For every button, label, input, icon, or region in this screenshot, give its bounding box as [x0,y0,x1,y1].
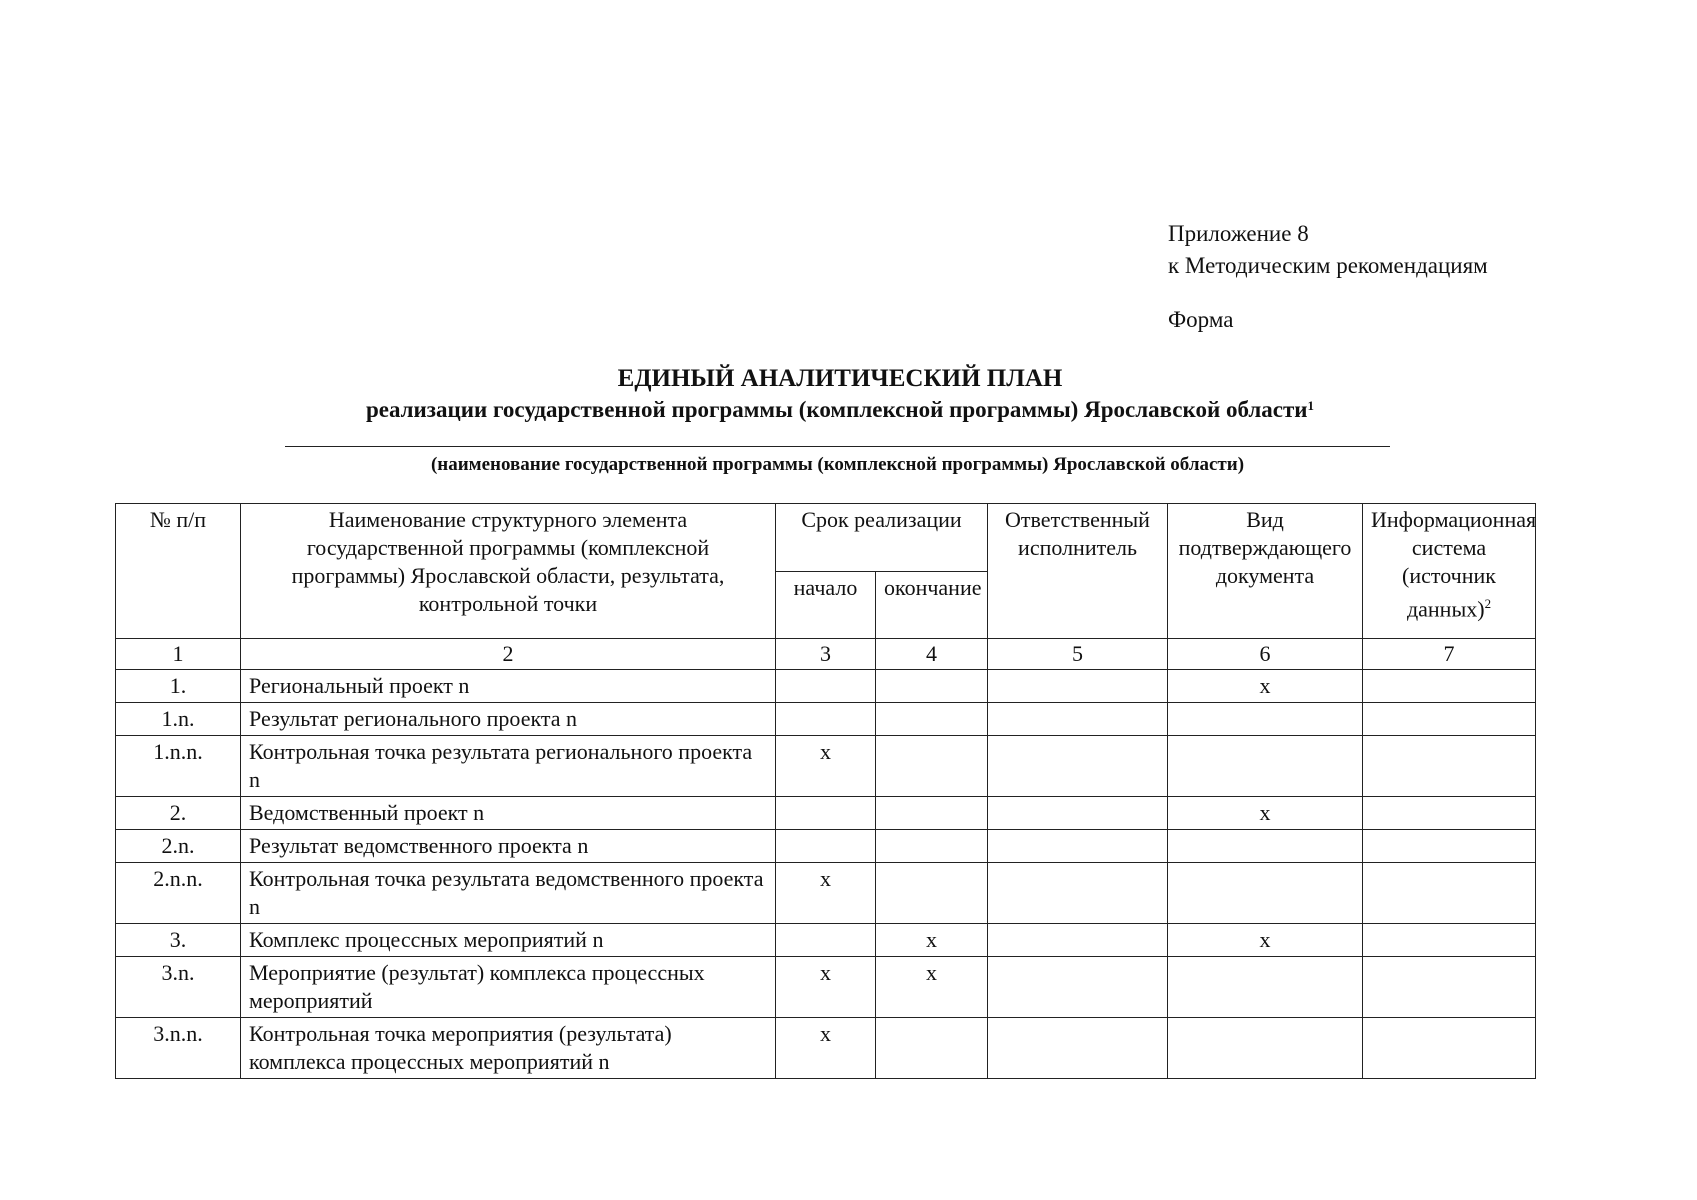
row-responsible [988,797,1168,830]
row-name: Результат регионального проекта n [241,703,776,736]
table-row [116,830,1536,863]
footnote-marker-2: 2 [1484,596,1492,611]
row-name: Контрольная точка результата ведомственного проекта n [241,863,776,924]
row-info-system [1363,957,1536,1018]
row-start-mark: x [776,957,876,1018]
row-info-system [1363,703,1536,736]
row-number: 2.n.n. [116,863,241,924]
document-title [200,363,1480,425]
table-row [116,736,1536,797]
row-start-mark [776,670,876,703]
table-row [116,957,1536,1018]
row-start-mark [776,924,876,957]
row-end-mark [876,1018,988,1079]
header-doc-type: Вид подтверждающего документа [1168,504,1363,639]
column-number: 4 [876,639,988,670]
header-end: окончание [876,571,988,639]
row-responsible [988,863,1168,924]
table-row [116,670,1536,703]
row-responsible [988,703,1168,736]
row-end-mark [876,736,988,797]
row-responsible [988,736,1168,797]
header-num: № п/п [116,504,241,639]
footnote-marker-1: 1 [1307,398,1315,413]
row-end-mark: x [876,924,988,957]
plan-table [115,503,1536,1079]
row-info-system [1363,797,1536,830]
header-info-system [1363,504,1536,639]
row-start-mark: x [776,1018,876,1079]
row-end-mark [876,830,988,863]
row-start-mark [776,797,876,830]
row-number: 2.n. [116,830,241,863]
row-end-mark: x [876,957,988,1018]
row-name: Региональный проект n [241,670,776,703]
row-doc-mark [1168,957,1363,1018]
table-row [116,863,1536,924]
column-number: 7 [1363,639,1536,670]
form-label: Форма [1168,307,1234,332]
row-info-system [1363,863,1536,924]
header-info-system-text: Информационная система (источник данных) [1371,507,1537,622]
row-info-system [1363,736,1536,797]
row-info-system [1363,1018,1536,1079]
row-doc-mark [1168,830,1363,863]
row-responsible [988,924,1168,957]
column-number: 3 [776,639,876,670]
row-doc-mark [1168,703,1363,736]
row-number: 1.n. [116,703,241,736]
program-name-caption: (наименование государственной программы (комплексной программы) Ярославской области) [430,454,1245,475]
appendix-line-2: к Методическим рекомендациям [1168,253,1488,278]
table-row [116,797,1536,830]
title-main: ЕДИНЫЙ АНАЛИТИЧЕСКИЙ ПЛАН [617,365,1063,392]
header-name: Наименование структурного элемента государственной программы (комплексной программы) Ярославской области, результата, контрольной точки [241,504,776,639]
row-name: Ведомственный проект n [241,797,776,830]
row-number: 3.n.n. [116,1018,241,1079]
row-responsible [988,830,1168,863]
row-end-mark [876,863,988,924]
column-number: 5 [988,639,1168,670]
title-subtitle-text: реализации государственной программы (комплексной программы) Ярославской области [365,397,1308,422]
table-row [116,924,1536,957]
row-doc-mark [1168,736,1363,797]
row-end-mark [876,797,988,830]
row-name: Комплекс процессных мероприятий n [241,924,776,957]
row-number: 2. [116,797,241,830]
title-subtitle [200,395,1480,425]
program-name-line [285,446,1390,447]
row-doc-mark [1168,863,1363,924]
row-start-mark: x [776,863,876,924]
row-doc-mark [1168,1018,1363,1079]
row-info-system [1363,670,1536,703]
row-responsible [988,957,1168,1018]
row-responsible [988,1018,1168,1079]
row-number: 3.n. [116,957,241,1018]
row-start-mark [776,703,876,736]
header-term: Срок реализации [776,504,988,572]
column-number: 2 [241,639,776,670]
column-number: 6 [1168,639,1363,670]
row-number: 3. [116,924,241,957]
row-number: 1.n.n. [116,736,241,797]
row-end-mark [876,670,988,703]
row-info-system [1363,830,1536,863]
table-row [116,703,1536,736]
appendix-line-1: Приложение 8 [1168,221,1309,246]
header-responsible: Ответственный исполнитель [988,504,1168,639]
row-doc-mark: x [1168,924,1363,957]
row-doc-mark: x [1168,797,1363,830]
row-doc-mark: x [1168,670,1363,703]
appendix-note [1168,218,1488,336]
header-start: начало [776,571,876,639]
row-end-mark [876,703,988,736]
row-responsible [988,670,1168,703]
row-start-mark: x [776,736,876,797]
row-name: Контрольная точка мероприятия (результата) комплекса процессных мероприятий n [241,1018,776,1079]
row-name: Результат ведомственного проекта n [241,830,776,863]
column-number: 1 [116,639,241,670]
row-name: Контрольная точка результата регионального проекта n [241,736,776,797]
row-name: Мероприятие (результат) комплекса процессных мероприятий [241,957,776,1018]
row-number: 1. [116,670,241,703]
column-numbers-row [116,639,1536,670]
row-info-system [1363,924,1536,957]
table-row [116,1018,1536,1079]
row-start-mark [776,830,876,863]
